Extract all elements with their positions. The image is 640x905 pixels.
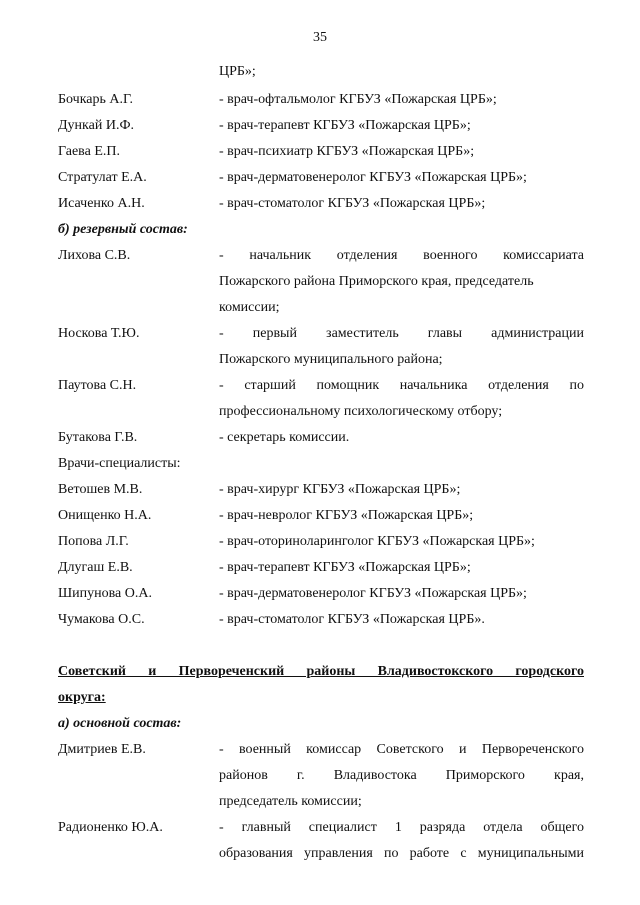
member-name: Онищенко Н.А. xyxy=(58,508,152,523)
member-role: - начальник отделения военного комиссариата xyxy=(219,248,584,263)
member-role: - врач-невролог КГБУЗ «Пожарская ЦРБ»; xyxy=(219,508,474,523)
member-role: - старший помощник начальника отделения по xyxy=(219,378,584,393)
member-name: Исаченко А.Н. xyxy=(58,196,145,211)
member-name: Ветошев М.В. xyxy=(58,482,143,497)
member-name: Стратулат Е.А. xyxy=(58,170,147,185)
member-role: - врач-оториноларинголог КГБУЗ «Пожарская ЦРБ»; xyxy=(219,534,535,549)
member-name: Паутова С.Н. xyxy=(58,378,137,393)
main-composition-heading: а) основной состав: xyxy=(58,716,182,731)
member-name: Шипунова О.А. xyxy=(58,586,152,601)
member-role: - врач-дерматовенеролог КГБУЗ «Пожарская ЦРБ»; xyxy=(219,170,527,185)
member-name: Носкова Т.Ю. xyxy=(58,326,140,341)
member-name: Длугаш Е.В. xyxy=(58,560,133,575)
member-role: районов г. Владивостока Приморского края, xyxy=(219,768,584,783)
member-role: - врач-хирург КГБУЗ «Пожарская ЦРБ»; xyxy=(219,482,461,497)
member-name: Гаева Е.П. xyxy=(58,144,120,159)
member-name: Бочкарь А.Г. xyxy=(58,92,134,107)
member-role: - первый заместитель главы администрации xyxy=(219,326,584,341)
district-heading: Советский и Первореченский районы Владивостокского городского xyxy=(58,664,584,679)
member-role: Пожарского района Приморского края, председатель xyxy=(219,274,534,289)
member-role: - главный специалист 1 разряда отдела общего xyxy=(219,820,584,835)
member-name: Чумакова О.С. xyxy=(58,612,145,627)
member-role: - врач-дерматовенеролог КГБУЗ «Пожарская ЦРБ»; xyxy=(219,586,527,601)
member-name: Бутакова Г.В. xyxy=(58,430,138,445)
member-name: Лихова С.В. xyxy=(58,248,131,263)
member-role: - врач-офтальмолог КГБУЗ «Пожарская ЦРБ»; xyxy=(219,92,497,107)
member-role: - врач-стоматолог КГБУЗ «Пожарская ЦРБ». xyxy=(219,612,485,627)
member-name: Попова Л.Г. xyxy=(58,534,129,549)
member-role: - врач-психиатр КГБУЗ «Пожарская ЦРБ»; xyxy=(219,144,475,159)
district-heading: округа: xyxy=(58,690,106,705)
member-role: - врач-терапевт КГБУЗ «Пожарская ЦРБ»; xyxy=(219,560,471,575)
reserve-heading: б) резервный состав: xyxy=(58,222,188,237)
member-name: Дункай И.Ф. xyxy=(58,118,135,133)
member-role: - секретарь комиссии. xyxy=(219,430,350,445)
member-role: образования управления по работе с муниципальными xyxy=(219,846,584,861)
member-role: - врач-стоматолог КГБУЗ «Пожарская ЦРБ»; xyxy=(219,196,486,211)
member-role: профессиональному психологическому отбору; xyxy=(219,404,503,419)
member-role: комиссии; xyxy=(219,300,280,315)
doctors-heading: Врачи-специалисты: xyxy=(58,456,181,471)
member-role: - военный комиссар Советского и Первореченского xyxy=(219,742,584,757)
member-role: - врач-терапевт КГБУЗ «Пожарская ЦРБ»; xyxy=(219,118,471,133)
member-name: Дмитриев Е.В. xyxy=(58,742,146,757)
continued-text: ЦРБ»; xyxy=(219,64,256,79)
member-role: председатель комиссии; xyxy=(219,794,362,809)
member-role: Пожарского муниципального района; xyxy=(219,352,443,367)
page-number: 35 xyxy=(313,30,327,45)
member-name: Радионенко Ю.А. xyxy=(58,820,163,835)
